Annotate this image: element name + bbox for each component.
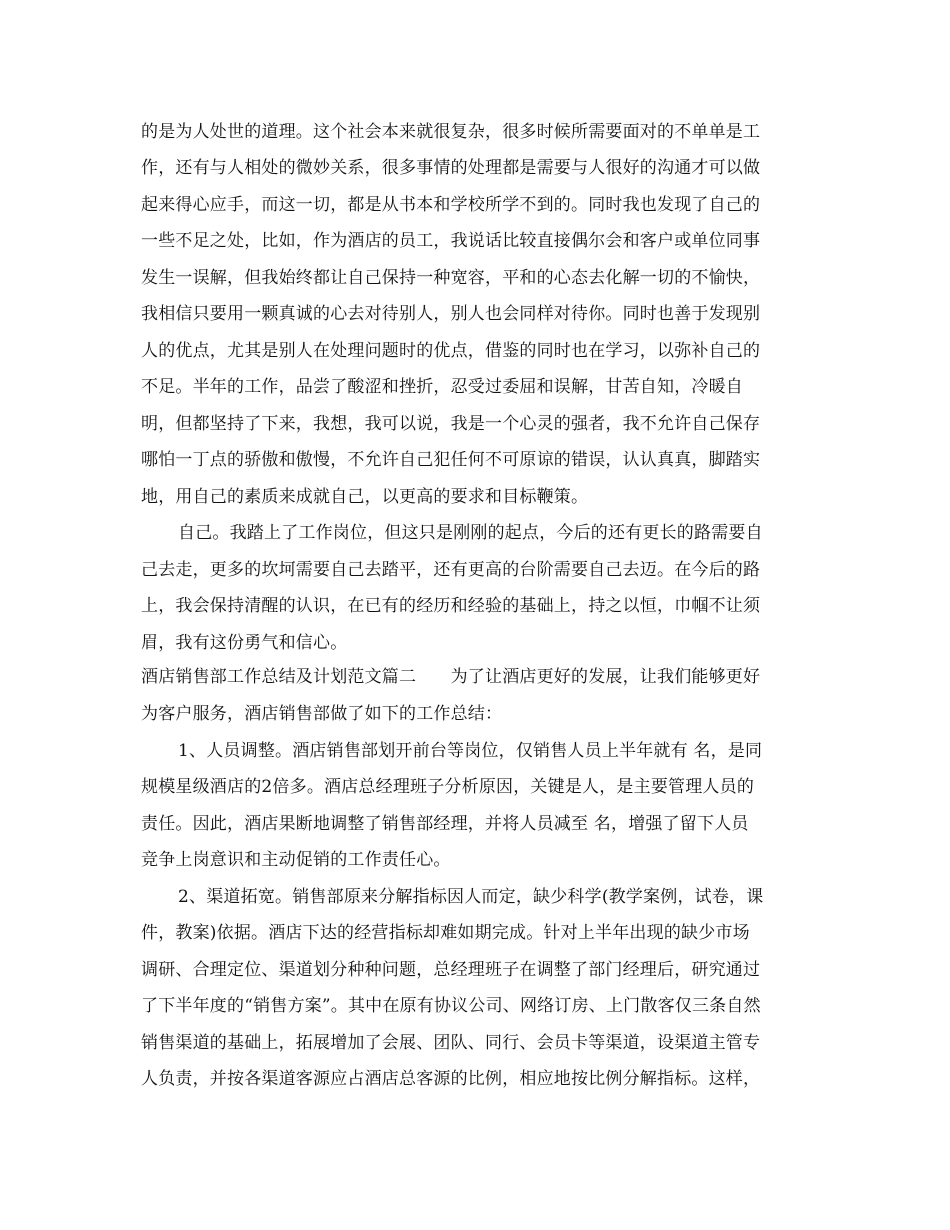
text-line: 调研、合理定位、渠道划分种种问题，总经理班子在调整了部门经理后，研究通过 — [141, 960, 761, 980]
text-line: 人负责，并按各渠道客源应占酒店总客源的比例，相应地按比例分解指标。这样， — [141, 1069, 761, 1089]
text-line: 上，我会保持清醒的认识，在已有的经历和经验的基础上，持之以恒，巾帼不让须 — [141, 596, 761, 616]
text-line: 地，用自己的素质来成就自己，以更高的要求和目标鞭策。 — [141, 487, 589, 507]
text-line: 己去走，更多的坎坷需要自己去踏平，还有更高的台阶需要自己去迈。在今后的路 — [141, 560, 761, 580]
text-line: 了下半年度的“销售方案”。其中在原有协议公司、网络订房、上门散客仅三条自然 — [141, 996, 761, 1016]
text-line: 哪怕一丁点的骄傲和傲慢，不允许自己犯任何不可原谅的错误，认认真真，脚踏实 — [141, 450, 761, 470]
text-line: 人的优点，尤其是别人在处理问题时的优点，借鉴的同时也在学习，以弥补自己的 — [141, 341, 761, 361]
text-line: 发生一误解，但我始终都让自己保持一种宽容，平和的心态去化解一切的不愉快， — [141, 268, 761, 288]
text-line: 规模星级酒店的2倍多。酒店总经理班子分析原因，关键是人，是主要管理人员的 — [141, 777, 755, 797]
text-line: 责任。因此，酒店果断地调整了销售部经理，并将人员减至 名，增强了留下人员 — [141, 814, 749, 834]
text-line: 一些不足之处，比如，作为酒店的员工，我说话比较直接偶尔会和客户或单位同事 — [141, 231, 761, 251]
text-line: 明，但都坚持了下来，我想，我可以说，我是一个心灵的强者，我不允许自己保存 — [141, 414, 761, 434]
text-line: 竞争上岗意识和主动促销的工作责任心。 — [141, 850, 451, 870]
text-line: 作，还有与人相处的微妙关系，很多事情的处理都是需要与人很好的沟通才可以做 — [141, 158, 761, 178]
text-line: 为客户服务，酒店销售部做了如下的工作总结： — [141, 704, 503, 724]
text-line: 起来得心应手，而这一切，都是从书本和学校所学不到的。同时我也发现了自己的 — [141, 195, 761, 215]
text-line: 的是为人处世的道理。这个社会本来就很复杂，很多时候所需要面对的不单单是工 — [141, 122, 761, 142]
text-line: 1、人员调整。酒店销售部划开前台等岗位，仅销售人员上半年就有 名，是同 — [178, 741, 763, 761]
text-line: 我相信只要用一颗真诚的心去对待别人，别人也会同样对待你。同时也善于发现别 — [141, 304, 761, 324]
text-line: 自己。我踏上了工作岗位，但这只是刚刚的起点，今后的还有更长的路需要自 — [178, 523, 763, 543]
text-line: 件，教案)依据。酒店下达的经营指标却难如期完成。针对上半年出现的缺少市场 — [141, 923, 750, 943]
text-line: 销售渠道的基础上，拓展增加了会展、团队、同行、会员卡等渠道，设渠道主管专 — [141, 1033, 761, 1053]
text-line: 2、渠道拓宽。销售部原来分解指标因人而定，缺少科学(教学案例，试卷，课 — [178, 887, 764, 907]
section-heading-line: 酒店销售部工作总结及计划范文篇二 为了让酒店更好的发展，让我们能够更好 — [141, 667, 761, 687]
text-line: 眉，我有这份勇气和信心。 — [141, 633, 348, 653]
text-line: 不足。半年的工作，品尝了酸涩和挫折，忍受过委屈和误解，甘苦自知，冷暖自 — [141, 377, 743, 397]
